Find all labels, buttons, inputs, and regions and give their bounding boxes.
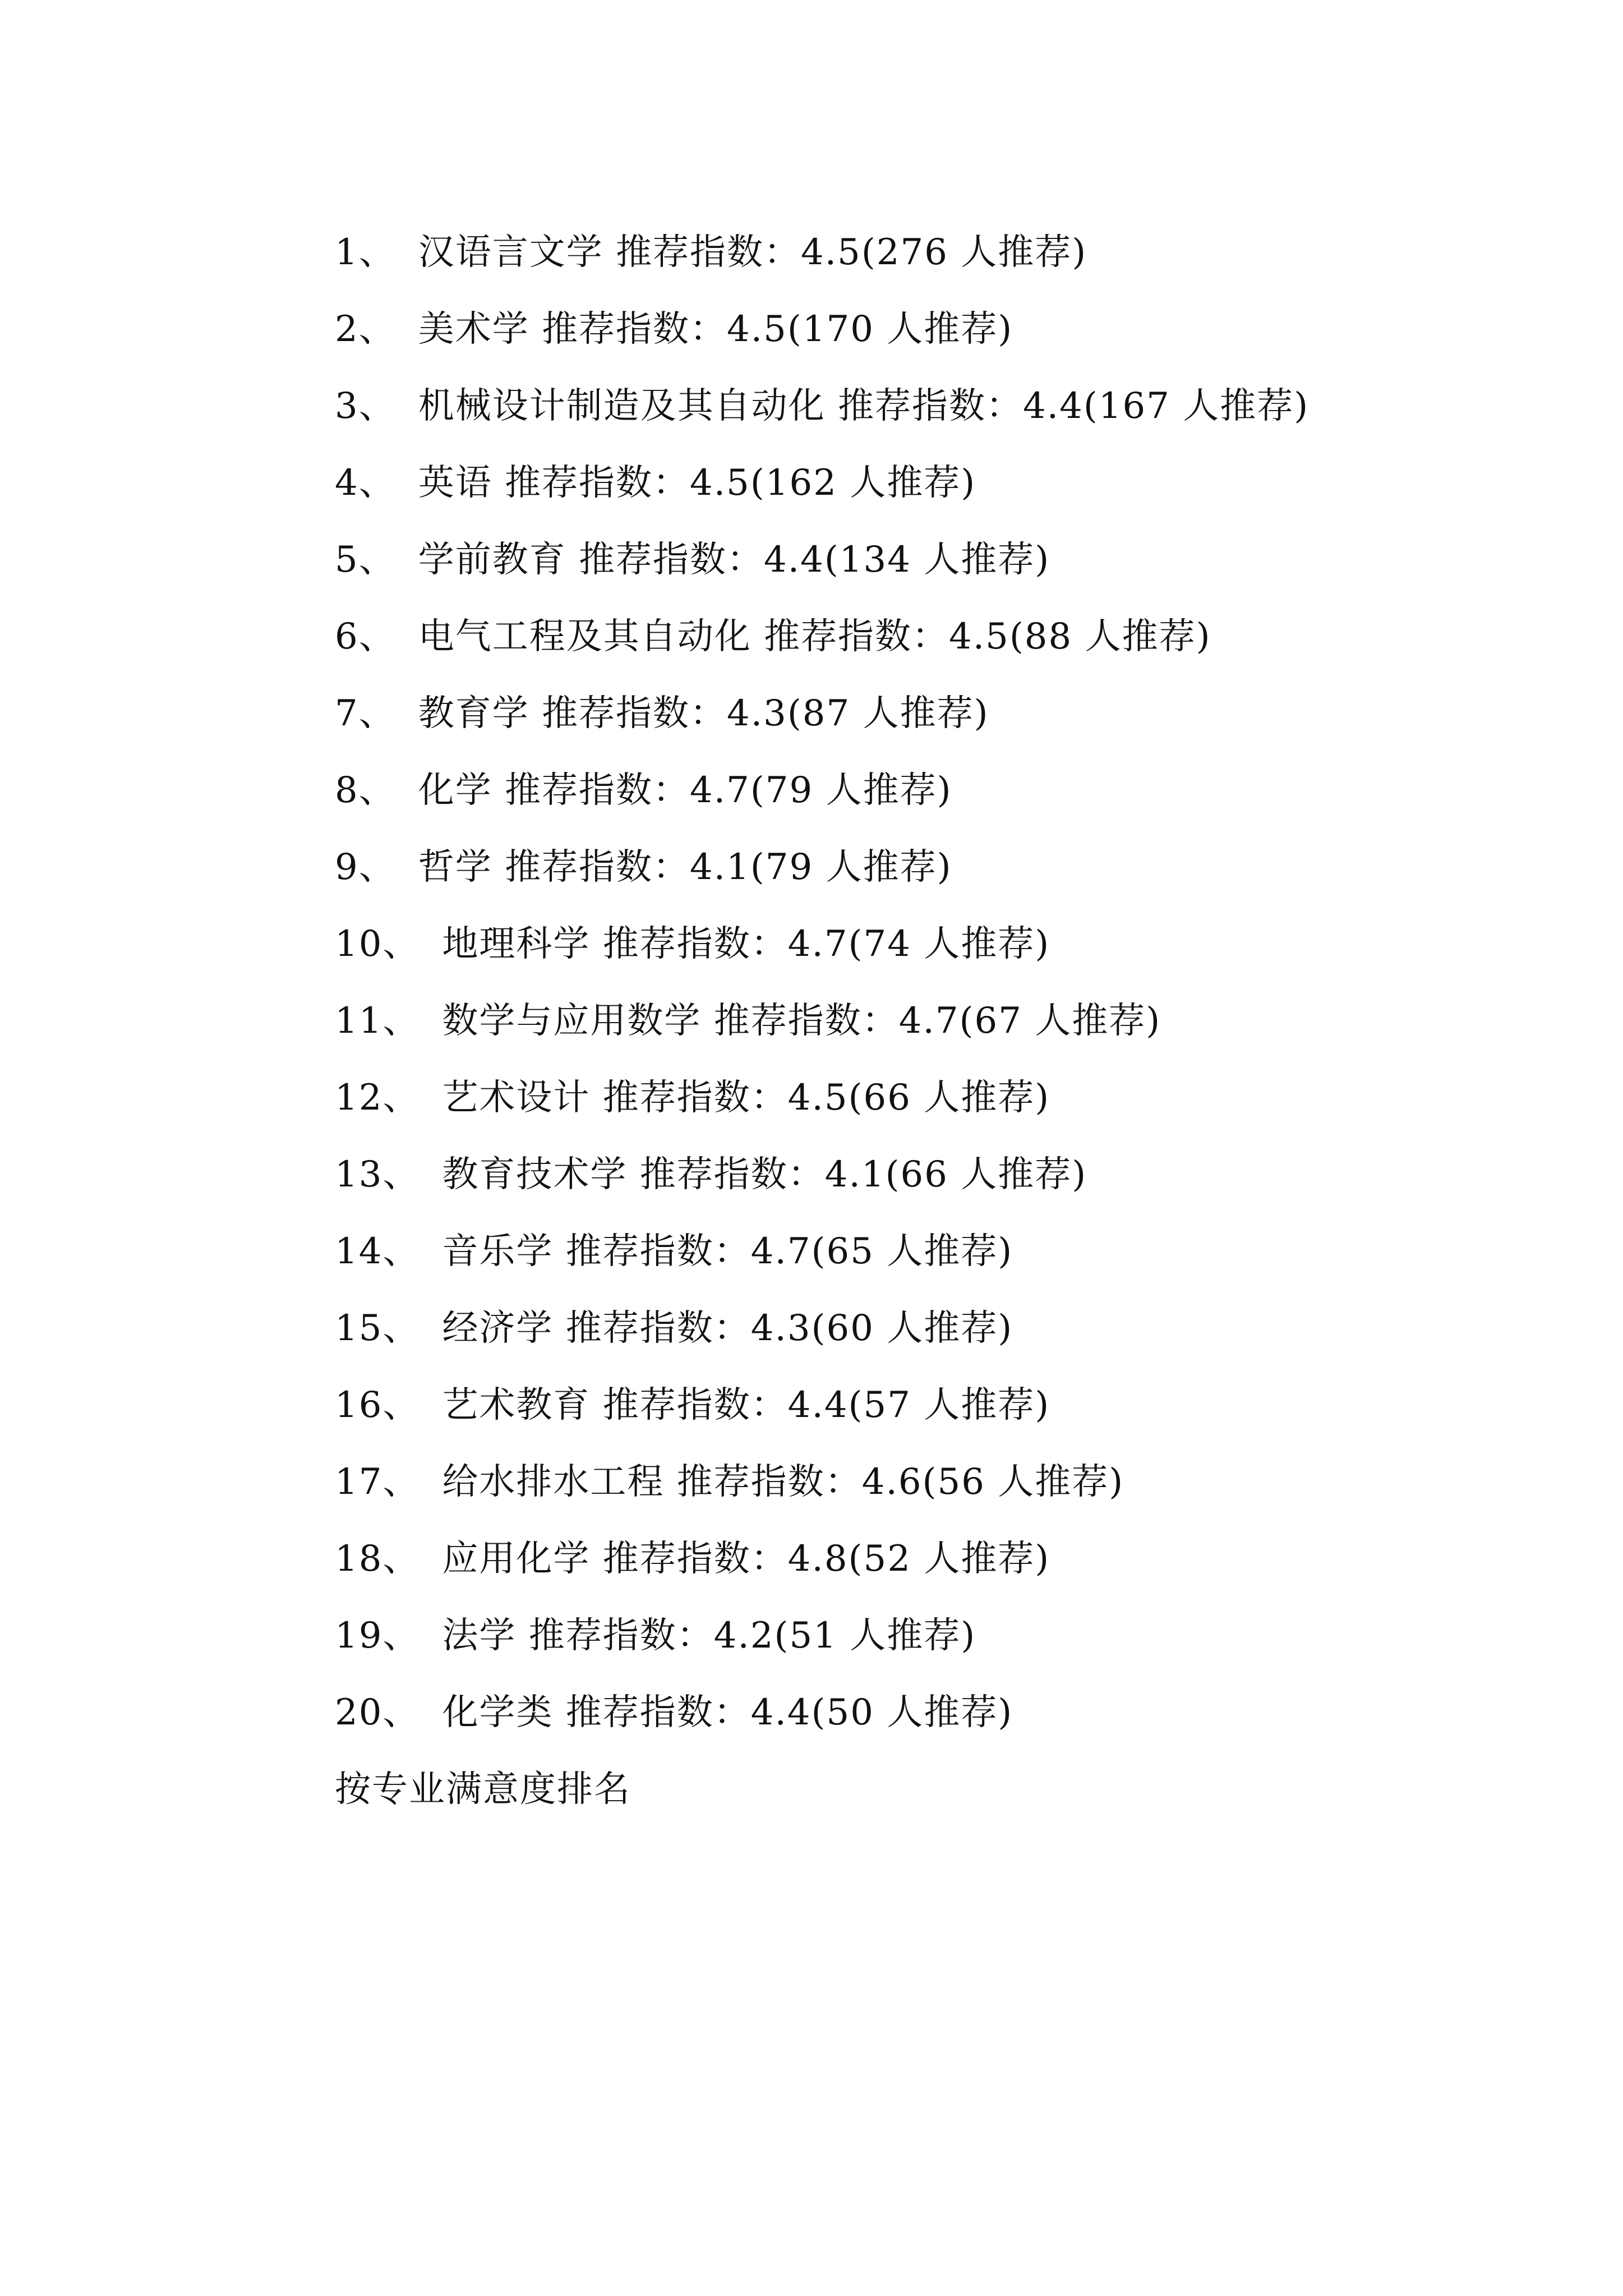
item-name: 应用化学 [442,1538,591,1580]
item-score: 推荐指数：4.5(88 人推荐) [764,616,1211,657]
list-item [250,445,1394,522]
list-item [250,599,1394,675]
item-index: 7、 [335,693,396,734]
item-name: 美术学 [418,309,529,350]
ranking-list [250,214,1394,1828]
item-score: 推荐指数：4.5(162 人推荐) [505,462,976,504]
item-index: 20、 [335,1692,420,1733]
list-item [250,1290,1394,1367]
item-name: 机械设计制造及其自动化 [418,385,826,427]
item-score: 推荐指数：4.7(67 人推荐) [713,1000,1161,1042]
item-index: 2、 [335,309,396,350]
item-score: 推荐指数：4.4(50 人推荐) [565,1692,1013,1733]
item-score: 推荐指数：4.1(66 人推荐) [639,1154,1087,1195]
item-index: 18、 [335,1538,420,1580]
list-item [250,983,1394,1060]
list-item [250,1367,1394,1444]
item-name: 地理科学 [442,923,591,965]
list-item [250,522,1394,599]
list-item [250,1137,1394,1213]
list-item [250,1444,1394,1521]
item-index: 4、 [335,462,396,504]
item-score: 推荐指数：4.3(87 人推荐) [542,693,989,734]
item-index: 13、 [335,1154,420,1195]
list-item [250,1521,1394,1598]
list-item [250,368,1394,445]
item-score: 推荐指数：4.4(134 人推荐) [579,539,1050,581]
item-index: 1、 [335,232,396,273]
item-score: 推荐指数：4.5(170 人推荐) [542,309,1013,350]
item-name: 给水排水工程 [442,1461,665,1503]
item-name: 法学 [442,1615,517,1657]
item-index: 19、 [335,1615,420,1657]
item-name: 艺术设计 [442,1077,591,1119]
section-heading: 按专业满意度排名 [335,1769,631,1810]
item-name: 数学与应用数学 [442,1000,702,1042]
list-item [250,675,1394,752]
list-item [250,1213,1394,1290]
item-score: 推荐指数：4.5(66 人推荐) [602,1077,1050,1119]
item-score: 推荐指数：4.6(56 人推荐) [676,1461,1124,1503]
item-score: 推荐指数：4.5(276 人推荐) [616,232,1087,273]
item-score: 推荐指数：4.4(167 人推荐) [838,385,1310,427]
list-item [250,906,1394,983]
list-item [250,752,1394,829]
item-index: 3、 [335,385,396,427]
list-item [250,1674,1394,1751]
item-score: 推荐指数：4.7(65 人推荐) [565,1231,1013,1272]
item-index: 9、 [335,846,396,888]
item-name: 汉语言文学 [418,232,603,273]
item-score: 推荐指数：4.4(57 人推荐) [602,1384,1050,1426]
list-item [250,829,1394,906]
item-score: 推荐指数：4.2(51 人推荐) [528,1615,976,1657]
item-index: 8、 [335,770,396,811]
item-index: 17、 [335,1461,420,1503]
item-name: 音乐学 [442,1231,554,1272]
list-item [250,214,1394,291]
list-item [250,1598,1394,1674]
item-index: 12、 [335,1077,420,1119]
item-index: 15、 [335,1308,420,1349]
list-item [250,291,1394,368]
item-index: 10、 [335,923,420,965]
item-name: 教育学 [418,693,529,734]
item-score: 推荐指数：4.3(60 人推荐) [565,1308,1013,1349]
item-index: 5、 [335,539,396,581]
item-score: 推荐指数：4.8(52 人推荐) [602,1538,1050,1580]
item-name: 哲学 [418,846,492,888]
item-index: 6、 [335,616,396,657]
item-name: 电气工程及其自动化 [418,616,751,657]
item-score: 推荐指数：4.7(79 人推荐) [505,770,952,811]
item-index: 11、 [335,1000,420,1042]
item-index: 14、 [335,1231,420,1272]
list-item [250,1060,1394,1137]
item-name: 英语 [418,462,492,504]
item-name: 化学类 [442,1692,554,1733]
item-score: 推荐指数：4.1(79 人推荐) [505,846,952,888]
item-name: 教育技术学 [442,1154,628,1195]
item-name: 经济学 [442,1308,554,1349]
item-name: 化学 [418,770,492,811]
item-name: 学前教育 [418,539,566,581]
item-name: 艺术教育 [442,1384,591,1426]
item-score: 推荐指数：4.7(74 人推荐) [602,923,1050,965]
item-index: 16、 [335,1384,420,1426]
